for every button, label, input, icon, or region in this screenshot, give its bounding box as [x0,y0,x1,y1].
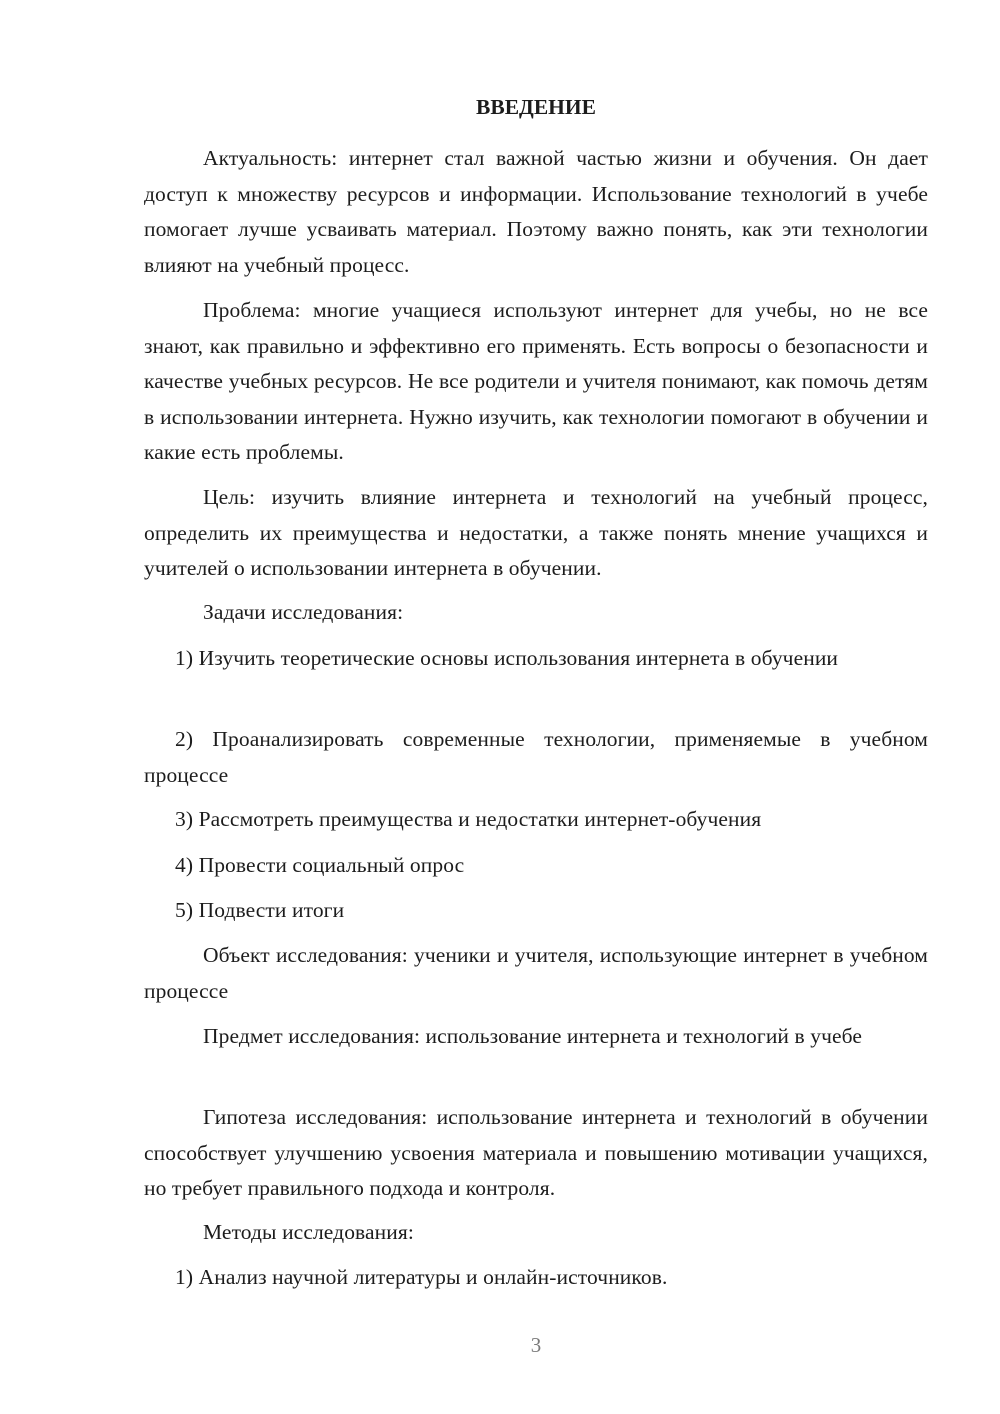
paragraph-goal: Цель: изучить влияние интернета и технологий на учебный процесс, определить их преимущества и недостатки, а также понять мнение учащихся и учителей о использовании интернета в обучении. [144,485,928,580]
page-number: 3 [530,1333,542,1357]
methods-heading: Методы исследования: [203,1220,414,1244]
document-page [144,0,928,1414]
task-item-5: 5) Подвести итоги [175,898,345,922]
tasks-heading: Задачи исследования: [203,600,404,624]
paragraph-problem: Проблема: многие учащиеся используют интернет для учебы, но не все знают, как правильно и эффективно его применять. Есть вопросы о безопасности и качестве учебных ресурсов. Не все родители и учителя понимают, как помочь детям в использовании интернета. Нужно изучить, как технологии помогают в обучении и какие есть проблемы. [144,298,928,464]
paragraph-subject: Предмет исследования: использование интернета и технологий в учебе [203,1024,863,1048]
paragraph-relevance: Актуальность: интернет стал важной частью жизни и обучения. Он дает доступ к множеству ресурсов и информации. Использование технологий в учебе помогает лучше усваивать материал. Поэтому важно понять, как эти технологии влияют на учебный процесс. [144,146,928,277]
task-item-3: 3) Рассмотреть преимущества и недостатки интернет-обучения [175,807,762,831]
paragraph-hypothesis: Гипотеза исследования: использование интернета и технологий в обучении способствует улучшению усвоения материала и повышению мотивации учащихся, но требует правильного подхода и контроля. [144,1105,928,1200]
section-title: ВВЕДЕНИЕ [476,95,596,119]
task-item-2: 2) Проанализировать современные технологии, применяемые в учебном процессе [144,727,928,787]
method-item-1: 1) Анализ научной литературы и онлайн-источников. [175,1265,668,1289]
paragraph-object: Объект исследования: ученики и учителя, использующие интернет в учебном процессе [144,943,928,1003]
task-item-1: 1) Изучить теоретические основы использования интернета в обучении [175,646,839,670]
task-item-4: 4) Провести социальный опрос [175,853,465,877]
